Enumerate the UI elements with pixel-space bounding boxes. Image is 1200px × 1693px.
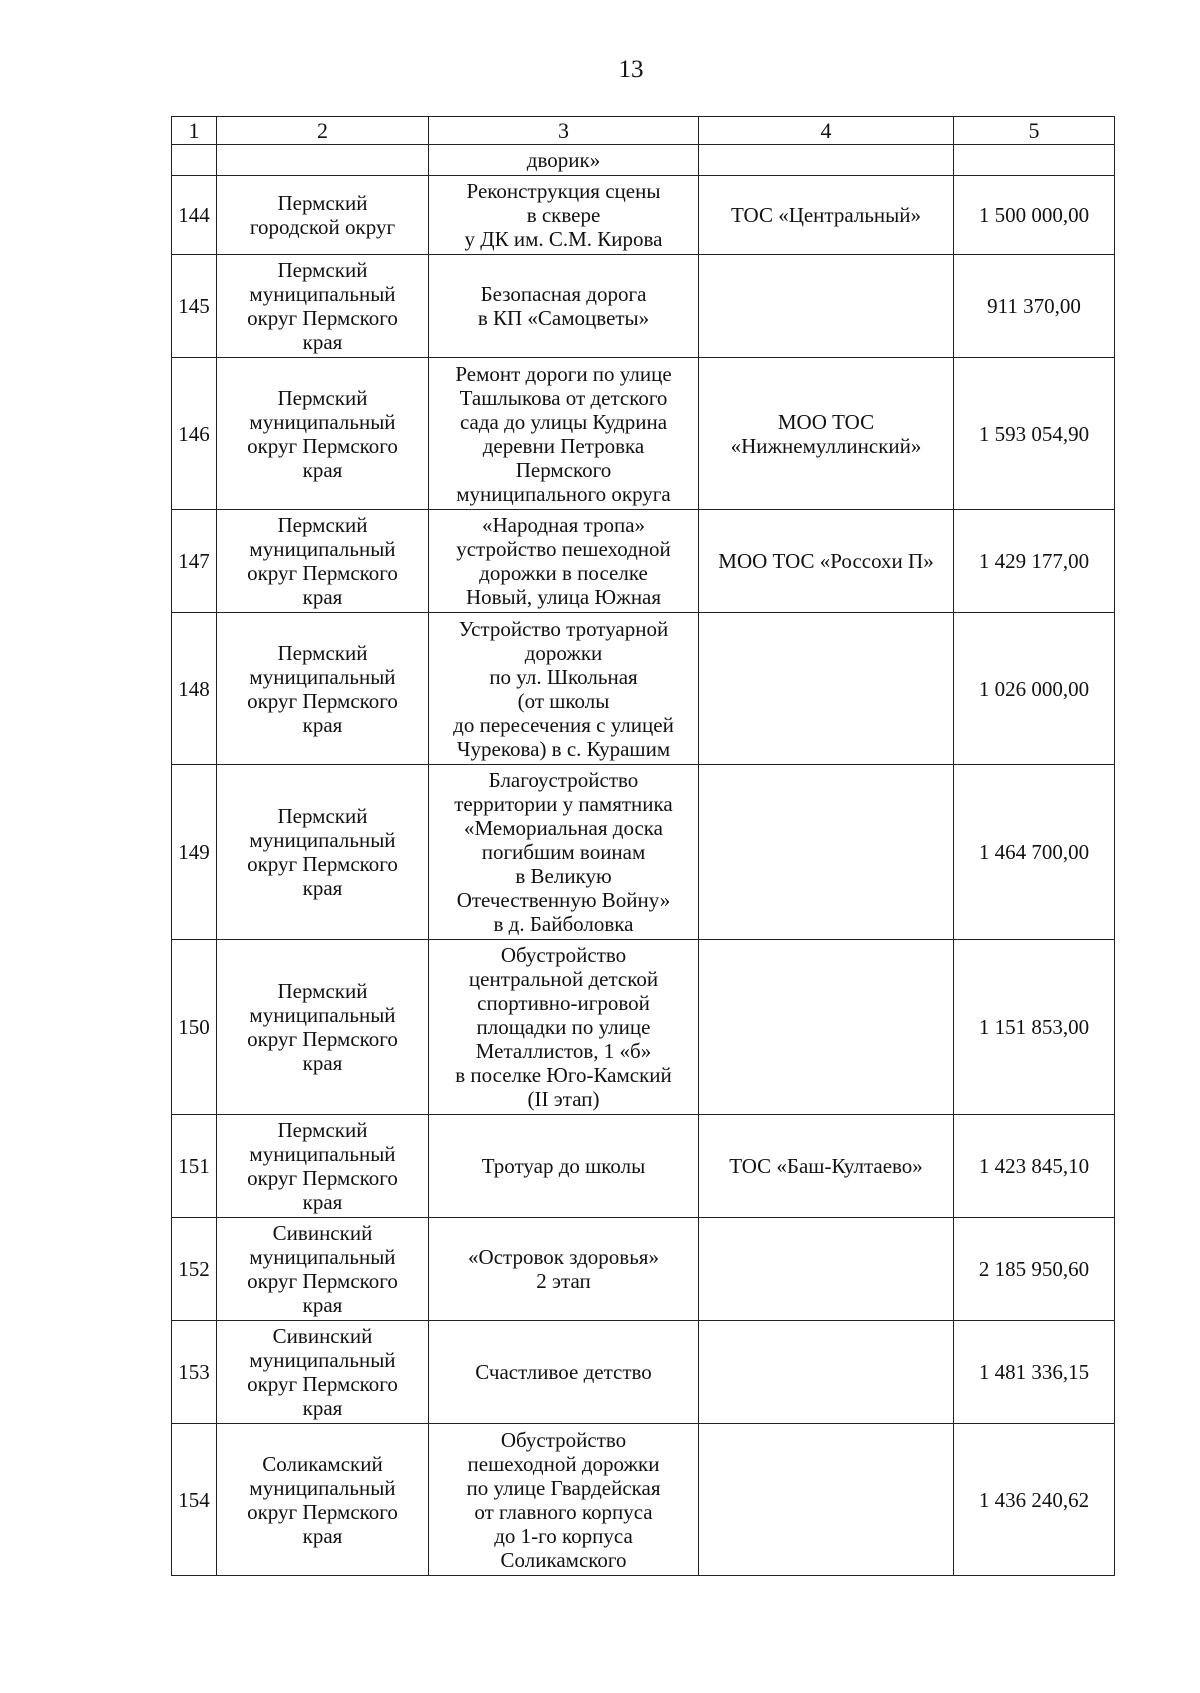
cell-line: (от школы [517, 688, 610, 713]
table-row [172, 255, 1115, 358]
table-row [172, 765, 1115, 940]
cell-line: в д. Байболовка [493, 912, 634, 936]
cell-line: «Мемориальная доска [463, 816, 663, 840]
cell-line: Устройство тротуарной [458, 616, 669, 641]
cell-line: площадки по улице [476, 1015, 651, 1039]
empty-cell [699, 145, 954, 176]
cell-line: до пересечения с улицей [453, 712, 674, 737]
cell-line: Ташлыкова от детского [459, 385, 668, 410]
cell-line: Новый, улица Южная [465, 585, 662, 609]
row-number-cell: 151 [172, 1115, 217, 1218]
table-row [172, 510, 1115, 613]
cell-line: по улице Гвардейская [466, 1475, 661, 1500]
district-cell [217, 940, 429, 1115]
cell-line: МОО ТОС «Россохи П» [718, 549, 934, 573]
amount-cell: 1 481 336,15 [954, 1321, 1115, 1424]
amount-cell: 1 429 177,00 [954, 510, 1115, 613]
table-row [172, 1424, 1115, 1576]
continuation-row [172, 145, 1115, 176]
district-cell [217, 765, 429, 940]
cell-line: Пермского [515, 457, 612, 482]
projects-table [171, 116, 1115, 1576]
project-cell [429, 358, 699, 510]
project-cell [429, 1115, 699, 1218]
organization-cell [699, 940, 954, 1115]
cell-line: Чурекова) в с. Курашим [456, 736, 671, 761]
cell-line: Обустройство [500, 943, 627, 967]
cell-line: муниципальный [249, 537, 396, 561]
cell-line: муниципальный [249, 1348, 396, 1372]
table-row [172, 1218, 1115, 1321]
cell-line: округ Пермского [247, 433, 398, 458]
cell-line: муниципальный [249, 1142, 396, 1166]
cell-line: Металлистов, 1 «б» [475, 1039, 652, 1063]
row-number-cell: 152 [172, 1218, 217, 1321]
amount-cell: 1 593 054,90 [954, 358, 1115, 510]
header-cell: 1 [172, 117, 217, 145]
cell-line: от главного корпуса [474, 1499, 653, 1524]
cell-line: в КП «Самоцветы» [477, 306, 650, 330]
cell-line: сада до улицы Кудрина [459, 409, 668, 434]
cell-line: «Народная тропа» [481, 513, 646, 537]
cell-line: устройство пешеходной [456, 537, 671, 561]
cell-line: края [302, 1293, 343, 1317]
project-cell [429, 176, 699, 255]
cell-line: Пермский [277, 258, 368, 282]
cell-line: края [302, 1051, 343, 1075]
cell-line: 2 этап [536, 1269, 591, 1293]
cell-line: округ Пермского [247, 1372, 398, 1396]
cell-line: Благоустройство [488, 768, 639, 792]
cell-line: МОО ТОС [777, 409, 875, 434]
cell-line: Пермский [277, 804, 368, 828]
project-cell [429, 1321, 699, 1424]
row-number-cell: 154 [172, 1424, 217, 1576]
organization-cell [699, 1424, 954, 1576]
empty-cell [217, 145, 429, 176]
organization-cell [699, 1115, 954, 1218]
cell-line: округ Пермского [247, 561, 398, 585]
cell-line: погибшим воинам [481, 840, 646, 864]
district-cell [217, 510, 429, 613]
header-cell: 2 [217, 117, 429, 145]
cell-line: (II этап) [527, 1087, 600, 1111]
cell-line: Обустройство [500, 1427, 627, 1452]
cell-line: округ Пермского [247, 1499, 398, 1524]
row-number-cell: 148 [172, 613, 217, 765]
cell-line: муниципальный [249, 1245, 396, 1269]
row-number-cell: 145 [172, 255, 217, 358]
amount-cell: 1 026 000,00 [954, 613, 1115, 765]
header-cell: 4 [699, 117, 954, 145]
cell-line: в сквере [526, 203, 601, 227]
project-cell [429, 1424, 699, 1576]
cell-line: Пермский [277, 513, 368, 537]
row-number-cell: 144 [172, 176, 217, 255]
row-number-cell: 149 [172, 765, 217, 940]
cell-line: Пермский [277, 385, 368, 410]
table-row [172, 1321, 1115, 1424]
organization-cell [699, 613, 954, 765]
cell-line: в поселке Юго-Камский [455, 1063, 672, 1087]
amount-cell: 1 464 700,00 [954, 765, 1115, 940]
row-number-cell: 153 [172, 1321, 217, 1424]
organization-cell [699, 176, 954, 255]
amount-cell: 1 151 853,00 [954, 940, 1115, 1115]
organization-cell [699, 510, 954, 613]
empty-cell [954, 145, 1115, 176]
cell-line: до 1-го корпуса [494, 1523, 633, 1548]
cell-line: Пермский [277, 979, 368, 1003]
organization-cell [699, 1218, 954, 1321]
cell-line: пешеходной дорожки [467, 1451, 660, 1476]
row-number-cell: 147 [172, 510, 217, 613]
table-row [172, 176, 1115, 255]
cell-line: «Нижнемуллинский» [730, 433, 922, 458]
organization-cell [699, 255, 954, 358]
cell-line: дорожки [524, 640, 603, 665]
table-row [172, 613, 1115, 765]
table-row [172, 358, 1115, 510]
cell-line: муниципальный [249, 282, 396, 306]
cell-line: центральной детской [468, 967, 659, 991]
cell-line: Реконструкция сцены [466, 179, 661, 203]
row-number-cell: 150 [172, 940, 217, 1115]
project-cell [429, 765, 699, 940]
cell-line: Соликамского [500, 1547, 627, 1572]
cell-line: округ Пермского [247, 688, 398, 713]
project-cell [429, 613, 699, 765]
amount-cell: 2 185 950,60 [954, 1218, 1115, 1321]
cell-line: муниципальный [249, 828, 396, 852]
cell-line: деревни Петровка [482, 433, 645, 458]
cell-line: Сивинский [272, 1221, 373, 1245]
cell-line: Безопасная дорога [480, 282, 647, 306]
organization-cell [699, 765, 954, 940]
cell-line: муниципальный [249, 1475, 396, 1500]
cell-line: округ Пермского [247, 1166, 398, 1190]
district-cell [217, 1218, 429, 1321]
cell-line: ТОС «Центральный» [730, 203, 922, 227]
cell-line: городской округ [249, 215, 396, 239]
header-cell: 5 [954, 117, 1115, 145]
cell-line: края [302, 585, 343, 609]
cell-line: Соликамский [262, 1451, 383, 1476]
continuation-text: дворик» [429, 145, 699, 176]
project-cell [429, 510, 699, 613]
cell-line: Отечественную Войну» [456, 888, 671, 912]
district-cell [217, 358, 429, 510]
header-cell: 3 [429, 117, 699, 145]
cell-line: Пермский [277, 191, 368, 215]
amount-cell: 1 436 240,62 [954, 1424, 1115, 1576]
page-number: 13 [618, 56, 644, 83]
amount-cell: 911 370,00 [954, 255, 1115, 358]
cell-line: у ДК им. С.М. Кирова [464, 227, 663, 251]
cell-line: муниципальный [249, 1003, 396, 1027]
project-cell [429, 1218, 699, 1321]
cell-line: края [302, 457, 343, 482]
district-cell [217, 176, 429, 255]
organization-cell [699, 1321, 954, 1424]
cell-line: Пермский [277, 640, 368, 665]
cell-line: Ремонт дороги по улице [455, 361, 672, 386]
cell-line: Пермский [277, 1118, 368, 1142]
district-cell [217, 613, 429, 765]
table-header-row [172, 117, 1115, 145]
row-number-cell: 146 [172, 358, 217, 510]
table-row [172, 1115, 1115, 1218]
cell-line: спортивно-игровой [477, 991, 650, 1015]
project-cell [429, 940, 699, 1115]
cell-line: края [302, 1523, 343, 1548]
cell-line: дорожки в поселке [479, 561, 648, 585]
cell-line: по ул. Школьная [489, 664, 638, 689]
cell-line: Счастливое детство [475, 1360, 652, 1384]
cell-line: «Островок здоровья» [468, 1245, 659, 1269]
amount-cell: 1 423 845,10 [954, 1115, 1115, 1218]
empty-cell [172, 145, 217, 176]
table-row [172, 940, 1115, 1115]
cell-line: ТОС «Баш-Култаево» [729, 1154, 923, 1178]
cell-line: округ Пермского [247, 852, 398, 876]
cell-line: округ Пермского [247, 306, 398, 330]
amount-cell: 1 500 000,00 [954, 176, 1115, 255]
district-cell [217, 1321, 429, 1424]
cell-line: муниципального округа [456, 481, 671, 506]
cell-line: муниципальный [249, 664, 396, 689]
cell-line: округ Пермского [247, 1027, 398, 1051]
cell-line: Сивинский [272, 1324, 373, 1348]
district-cell [217, 255, 429, 358]
cell-line: территории у памятника [454, 792, 673, 816]
district-cell [217, 1424, 429, 1576]
cell-line: края [302, 1190, 343, 1214]
district-cell [217, 1115, 429, 1218]
cell-line: округ Пермского [247, 1269, 398, 1293]
cell-line: края [302, 330, 343, 354]
cell-line: в Великую [515, 864, 612, 888]
cell-line: края [302, 1396, 343, 1420]
project-cell [429, 255, 699, 358]
cell-line: Тротуар до школы [481, 1154, 646, 1178]
cell-line: муниципальный [249, 409, 396, 434]
cell-line: края [302, 712, 343, 737]
organization-cell [699, 358, 954, 510]
cell-line: края [302, 876, 343, 900]
